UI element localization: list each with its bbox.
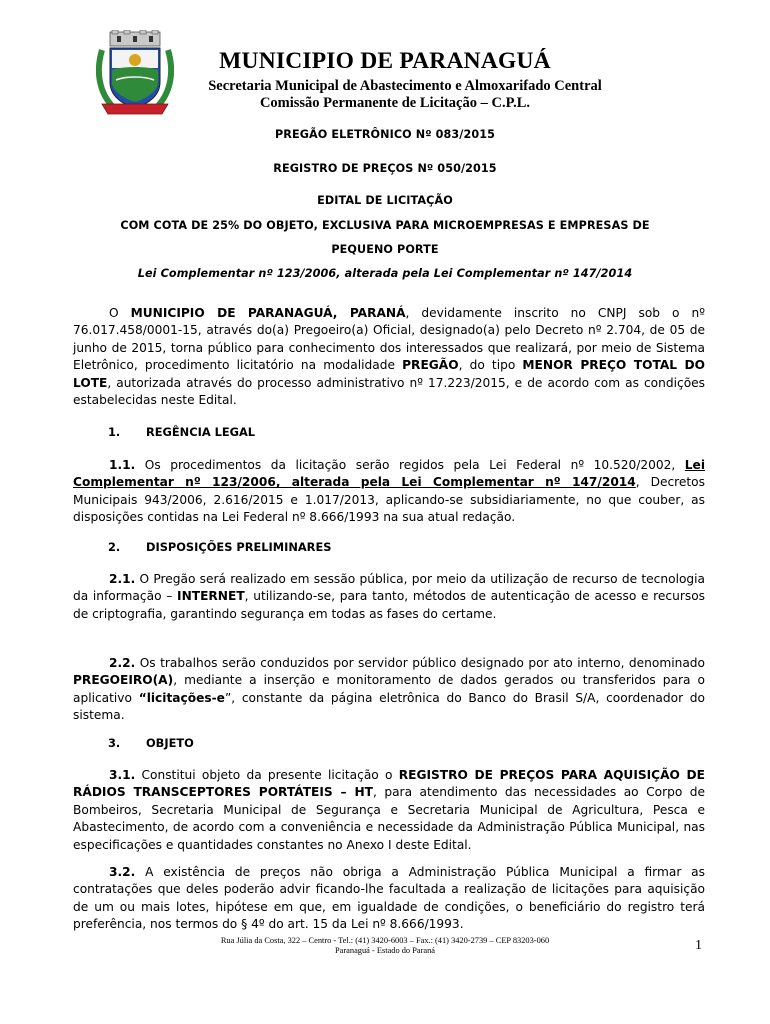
clause-text: A existência de preços não obriga a Administração Pública Municipal a firmar as contratações que deles poderão advir ficando-lhe facultada a realização de licitações para aquisição de um ou mais lotes, hipótese em que, em igualdade de condições, o beneficiário do registro terá preferência, nos termos do § 4º do art. 15 da Lei nº 8.666/1993. — [73, 865, 705, 932]
section-title: OBJETO — [146, 736, 194, 750]
clause-number: 3.2. — [109, 865, 136, 879]
edital-heading: EDITAL DE LICITAÇÃO — [317, 194, 453, 207]
clause-number: 2.1. — [109, 572, 136, 586]
intro-municipality: MUNICIPIO DE PARANAGUÁ, PARANÁ — [130, 306, 406, 320]
clause-text: Os trabalhos serão conduzidos por servidor público designado por ato interno, denominado — [135, 656, 705, 670]
section-title: DISPOSIÇÕES PRELIMINARES — [146, 540, 332, 554]
clause-text: Os procedimentos da licitação serão regidos pela Lei Federal nº 10.520/2002, — [135, 458, 685, 472]
section-title: REGÊNCIA LEGAL — [146, 425, 256, 439]
footer-address: Rua Júlia da Costa, 322 – Centro - Tel.: (41) 3420-6003 – Fax.: (41) 3420-2739 – CEP 83203-060 — [220, 936, 550, 945]
clause-number: 2.2. — [109, 656, 136, 670]
intro-text-1: O — [109, 306, 131, 320]
clause-number: 1.1. — [109, 458, 136, 472]
intro-text-3: , do tipo — [458, 358, 523, 373]
clause-text: , Decretos Municipais 943/2006, 2.616/2015 e 1.017/2013, aplicando-se subsidiariamente, no que couber, as disposições contidas na Lei Federal nº 8.666/1993 na sua atual redação. — [73, 475, 705, 525]
clause-bold-licitacoes: “licitações-e — [138, 690, 225, 705]
commission-line: Comissão Permanente de Licitação – C.P.L. — [259, 95, 531, 111]
section-heading — [108, 736, 194, 750]
footer-city: Paranaguá - Estado do Paraná — [335, 946, 435, 955]
page-footer — [0, 936, 770, 956]
clause-3-2 — [73, 864, 705, 934]
clause-text: , utilizando-se, para tanto, métodos de autenticação de acesso e recursos de criptografia, garantindo segurança em todas as fases do certame. — [73, 589, 706, 621]
clause-text: ”, constante da página eletrônica do Banco do Brasil S/A, coordenador do sistema. — [73, 690, 705, 723]
clause-text: O Pregão será realizado em sessão pública, por meio da utilização de recurso de tecnologia da informação – — [73, 572, 705, 604]
section-number: 2. — [108, 540, 121, 554]
municipality-title: MUNICIPIO DE PARANAGUÁ — [219, 48, 551, 74]
section-number: 3. — [108, 736, 121, 750]
intro-modality: PREGÃO — [402, 358, 459, 373]
intro-type: MENOR PREÇO TOTAL DO LOTE — [73, 358, 706, 390]
pregao-heading: PREGÃO ELETRÔNICO Nº 083/2015 — [274, 128, 496, 141]
clause-bold-internet: INTERNET — [177, 589, 245, 604]
cota-heading-line1: COM COTA DE 25% DO OBJETO, EXCLUSIVA PARA MICROEMPRESAS E EMPRESAS DE — [120, 219, 650, 232]
lei-heading-text: Lei Complementar nº 123/2006, alterada pela Lei Complementar nº 147/2014 — [137, 267, 633, 280]
clause-3-1 — [73, 767, 705, 854]
intro-text-2: , devidamente inscrito no CNPJ sob o nº 76.017.458/0001-15, através do(a) Pregoeiro(a) Oficial, designado(a) pelo Decreto nº 2.704, de 05 de junho de 2015, torna público para conhecimento dos interessados que realizará, por meio de Sistema Eletrônico, procedimento licitatório na modalidade — [73, 306, 706, 373]
clause-2-2 — [73, 655, 705, 725]
section-heading — [108, 425, 255, 439]
intro-text-4: , autorizada através do processo administrativo nº 17.223/2015, e de acordo com as condições estabelecidas neste Edital. — [73, 375, 705, 408]
clause-bold-pregoeiro: PREGOEIRO(A) — [73, 673, 174, 688]
clause-text: Constitui objeto da presente licitação o — [135, 768, 399, 782]
secretariat-line: Secretaria Municipal de Abastecimento e Almoxarifado Central — [208, 78, 602, 94]
section-heading — [108, 540, 331, 554]
section-number: 1. — [108, 425, 121, 439]
clause-1-1 — [73, 457, 705, 527]
clause-underlined-law: Lei Complementar nº 123/2006, alterada pela Lei Complementar nº 147/2014 — [73, 458, 705, 490]
registro-heading: REGISTRO DE PREÇOS Nº 050/2015 — [273, 162, 497, 175]
clause-bold-object: REGISTRO DE PREÇOS PARA AQUISIÇÃO DE RÁDIOS TRANSCEPTORES PORTÁTEIS – HT — [73, 768, 705, 800]
clause-number: 3.1. — [109, 768, 136, 782]
clause-text: , para atendimento das necessidades ao Corpo de Bombeiros, Secretaria Municipal de Segurança e Secretaria Municipal de Agricultura, Pesca e Abastecimento, de acordo com a conveniência e necessidade da Administração Pública Municipal, nas especificações e quantidades constantes no Anexo I deste Edital. — [73, 785, 705, 852]
clause-2-1 — [73, 571, 705, 623]
lei-heading — [0, 267, 770, 280]
intro-paragraph — [73, 305, 705, 409]
clause-text: , mediante a inserção e monitoramento de dados gerados ou transferidos para o aplicativo — [73, 673, 705, 705]
page-number: 1 — [695, 938, 702, 953]
cota-heading-line2: PEQUENO PORTE — [331, 243, 439, 256]
